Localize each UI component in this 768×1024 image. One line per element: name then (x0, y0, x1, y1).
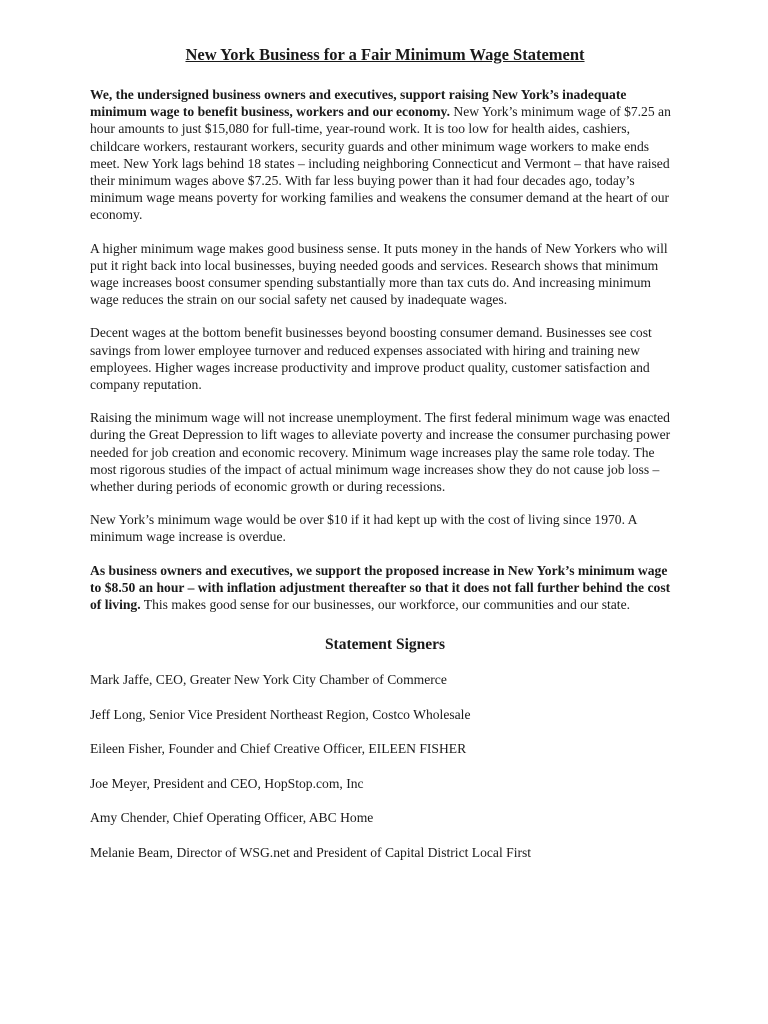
paragraph-unemployment-text: Raising the minimum wage will not increase unemployment. The first federal minimum wage was enacted during the Great Depression to lift wages to alleviate poverty and increase the consumer purchasing power needed for job creation and economic recovery. Minimum wage increases play the same role today. The most rigorous studies of the impact of actual minimum wage increases show they do not cause job loss – whether during periods of economic growth or during recessions. (90, 410, 671, 495)
signer-item: Melanie Beam, Director of WSG.net and President of Capital District Local First (90, 844, 532, 860)
signer-item: Eileen Fisher, Founder and Chief Creative Officer, EILEEN FISHER (90, 741, 467, 757)
signer-item: Mark Jaffe, CEO, Greater New York City Chamber of Commerce (90, 672, 447, 688)
paragraph-decent-wages-text: Decent wages at the bottom benefit businesses beyond boosting consumer demand. Businesses see cost savings from lower employee turnover and reduced expenses associated with hiring and training new employees. Higher wages increase productivity and improve product quality, customer satisfaction and company reputation. (90, 325, 652, 393)
paragraph-business-sense (90, 240, 680, 309)
paragraph-cost-of-living (90, 511, 680, 545)
paragraph-intro (90, 86, 680, 224)
paragraph-cost-of-living-text: New York’s minimum wage would be over $10 if it had kept up with the cost of living since 1970. A minimum wage increase is overdue. (90, 512, 637, 545)
paragraph-intro-text: New York’s minimum wage of $7.25 an hour amounts to just $15,080 for full-time, year-round work. It is too low for health aides, cashiers, childcare workers, restaurant workers, security guards and other minimum wage workers to make ends meet. New York lags behind 18 states – including neighboring Connecticut and Vermont – that have raised their minimum wages above $7.25. With far less buying power than it had four decades ago, today’s minimum wage means poverty for working families and weakens the consumer demand at the heart of our economy. (90, 104, 671, 223)
paragraph-intro-bold: We, the undersigned business owners and executives, support raising New York’s inadequate minimum wage to benefit business, workers and our economy. (90, 87, 627, 120)
document-title: New York Business for a Fair Minimum Wage Statement (185, 45, 585, 64)
signers-heading: Statement Signers (324, 636, 446, 654)
paragraph-support-bold: As business owners and executives, we support the proposed increase in New York’s minimum wage to $8.50 an hour – with inflation adjustment thereafter so that it does not fall further behind the cost of living. (90, 562, 671, 613)
signers-list (90, 671, 680, 861)
paragraph-unemployment (90, 409, 680, 495)
signer-item: Amy Chender, Chief Operating Officer, ABC Home (90, 810, 374, 826)
paragraph-decent-wages (90, 324, 680, 393)
signer-item: Joe Meyer, President and CEO, HopStop.com, Inc (90, 775, 364, 791)
document-page (90, 44, 680, 878)
signer-item: Jeff Long, Senior Vice President Northeast Region, Costco Wholesale (90, 706, 471, 722)
paragraph-business-sense-text: A higher minimum wage makes good business sense. It puts money in the hands of New Yorkers who will put it right back into local businesses, buying needed goods and services. Research shows that minimum wage increases boost consumer spending substantially more than tax cuts do. And increasing minimum wage reduces the strain on our social safety net caused by inadequate wages. (90, 240, 668, 308)
paragraph-support-text: This makes good sense for our businesses, our workforce, our communities and our state. (140, 597, 631, 613)
paragraph-support (90, 562, 680, 614)
